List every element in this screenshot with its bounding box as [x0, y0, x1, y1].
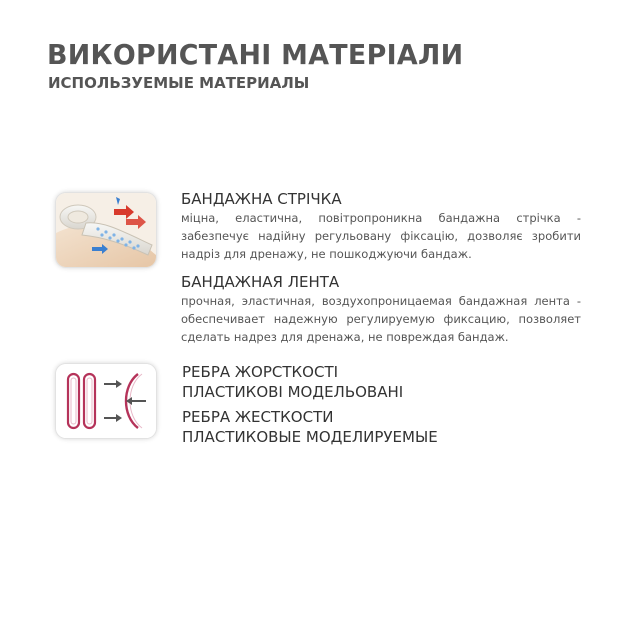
- page-subtitle: ИСПОЛЬЗУЕМЫЕ МАТЕРИАЛЫ: [48, 74, 310, 92]
- tape-heading-uk: БАНДАЖНА СТРІЧКА: [181, 190, 342, 208]
- tape-description-ru: прочная, эластичная, воздухопроницаемая бандажная лента - обеспечивает надежную регулируемую фиксацию, позволяет сделать надрез для дренажа, не повреждая бандаж.: [181, 294, 581, 344]
- bandage-tape-icon: [56, 193, 156, 267]
- tape-heading-ru: БАНДАЖНАЯ ЛЕНТА: [181, 273, 340, 291]
- stiffening-ribs-icon: [56, 364, 156, 438]
- page-title: ВИКОРИСТАНІ МАТЕРІАЛИ: [47, 38, 464, 71]
- ribs-heading-uk: РЕБРА ЖОРСТКОСТІ: [182, 363, 339, 381]
- tape-description-uk: міцна, еластична, повітропроникна бандажна стрічка - забезпечує надійну регульовану фіксацію, дозволяє зробити надріз для дренажу, не пошкоджуючи бандаж.: [181, 211, 581, 261]
- ribs-subheading-uk: ПЛАСТИКОВІ МОДЕЛЬОВАНІ: [182, 383, 404, 401]
- ribs-heading-ru: РЕБРА ЖЕСТКОСТИ: [182, 408, 334, 426]
- ribs-subheading-ru: ПЛАСТИКОВЫЕ МОДЕЛИРУЕМЫЕ: [182, 428, 438, 446]
